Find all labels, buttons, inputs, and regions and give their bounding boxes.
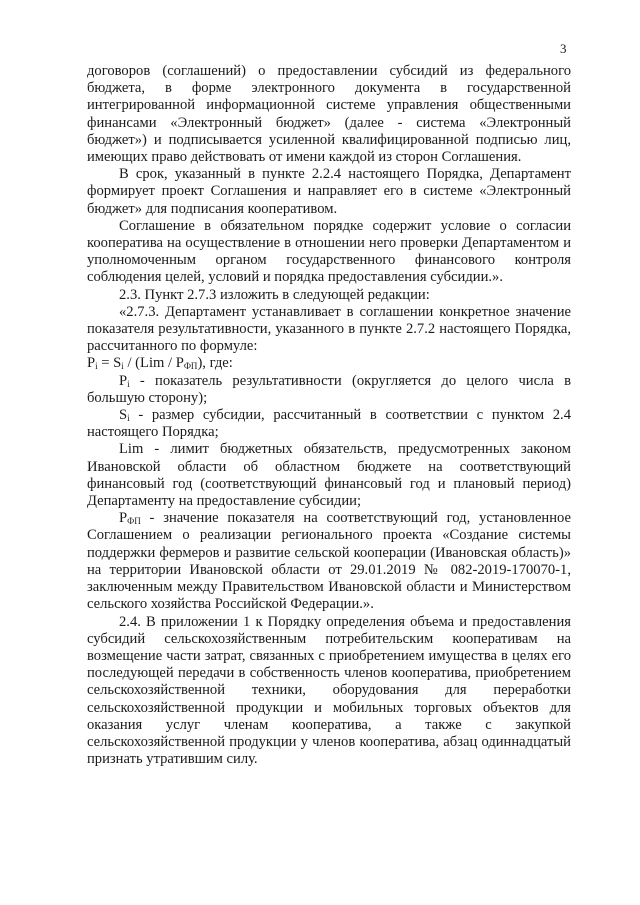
definition-lim bbox=[87, 441, 571, 510]
page-number: 3 bbox=[560, 41, 567, 56]
definition-text: - значение показателя на соответствующий год, установленное Соглашением о реализации регионального проекта «Создание системы поддержки фермеров и развитие сельской кооперации (Ивановская область)» на территории Ивановской области от 29.01.2019 № 082-2019-170070-1, заключенным между Правительством Ивановской области и Министерством сельского хозяйства Российской Федерации.». bbox=[87, 510, 571, 613]
definition-si bbox=[87, 407, 571, 441]
definition-subscript: i bbox=[127, 413, 130, 424]
formula-sub-i2: i bbox=[121, 361, 124, 372]
paragraph-clause-2-3: 2.3. Пункт 2.7.3 изложить в следующей редакции: bbox=[119, 286, 430, 303]
definition-symbol: P bbox=[119, 372, 128, 389]
formula bbox=[87, 355, 571, 372]
formula-tail: ), где: bbox=[197, 355, 233, 372]
paragraph-agreement-deadline: В срок, указанный в пункте 2.2.4 настоящего Порядка, Департамент формирует проект Соглашения и направляет его в системе «Электронный бюджет» для подписания кооперативом. bbox=[87, 166, 571, 217]
definition-pfp bbox=[87, 510, 571, 613]
formula-sub-i1: i bbox=[95, 361, 98, 372]
definition-text: - размер субсидии, рассчитанный в соответствии с пунктом 2.4 настоящего Порядка; bbox=[87, 407, 571, 441]
paragraph-agreement-conditions: Соглашение в обязательном порядке содержит условие о согласии кооператива на осуществление в отношении него проверки Департаментом и уполномоченным органом государственного финансового контроля соблюдения целей, условий и порядка предоставления субсидии.». bbox=[87, 217, 571, 286]
paragraph-clause-2-7-3: «2.7.3. Департамент устанавливает в соглашении конкретное значение показателя результативности, указанного в пункте 2.7.2 настоящего Порядка, рассчитанного по формуле: bbox=[87, 303, 571, 355]
formula-mid: / (Lim / P bbox=[123, 355, 184, 372]
definition-symbol: Lim bbox=[119, 441, 144, 458]
formula-sub-fp: ФП bbox=[183, 361, 198, 372]
definition-subscript: i bbox=[127, 378, 130, 389]
paragraph-contract-form: договоров (соглашений) о предоставлении субсидий из федерального бюджета, в форме электронного документа в государственной интегрированной информационной системе управления общественными финансами «Электронный бюджет» (далее - система «Электронный бюджет») и подписывается усиленной квалифицированной подписью лиц, имеющих право действовать от имени каждой из сторон Соглашения. bbox=[87, 63, 571, 166]
definition-text: - показатель результативности (округляется до целого числа в большую сторону); bbox=[87, 372, 571, 406]
paragraph-clause-2-4: 2.4. В приложении 1 к Порядку определения объема и предоставления субсидий сельскохозяйственным потребительским кооперативам на возмещение части затрат, связанных с приобретением имущества в целях его последующей передачи в собственность членов кооператива, приобретением сельскохозяйственной техники, оборудования для переработки сельскохозяйственной продукции и мобильных торговых объектов для оказания услуг членам кооператива, а также с закупкой сельскохозяйственной продукции у членов кооператива, абзац одиннадцатый признать утратившим силу. bbox=[87, 613, 571, 768]
definition-symbol: S bbox=[119, 407, 128, 424]
formula-p: P bbox=[87, 355, 96, 372]
definition-text: - лимит бюджетных обязательств, предусмотренных законом Ивановской области об областном бюджете на соответствующий финансовый год (соответствующий финансовый год и плановый период) Департаменту на предоставление субсидии; bbox=[87, 441, 571, 510]
definition-subscript: ФП bbox=[127, 516, 141, 527]
document-body bbox=[87, 63, 571, 768]
definition-pi bbox=[87, 373, 571, 407]
formula-eq: = S bbox=[97, 355, 122, 372]
definition-symbol: P bbox=[119, 510, 128, 527]
